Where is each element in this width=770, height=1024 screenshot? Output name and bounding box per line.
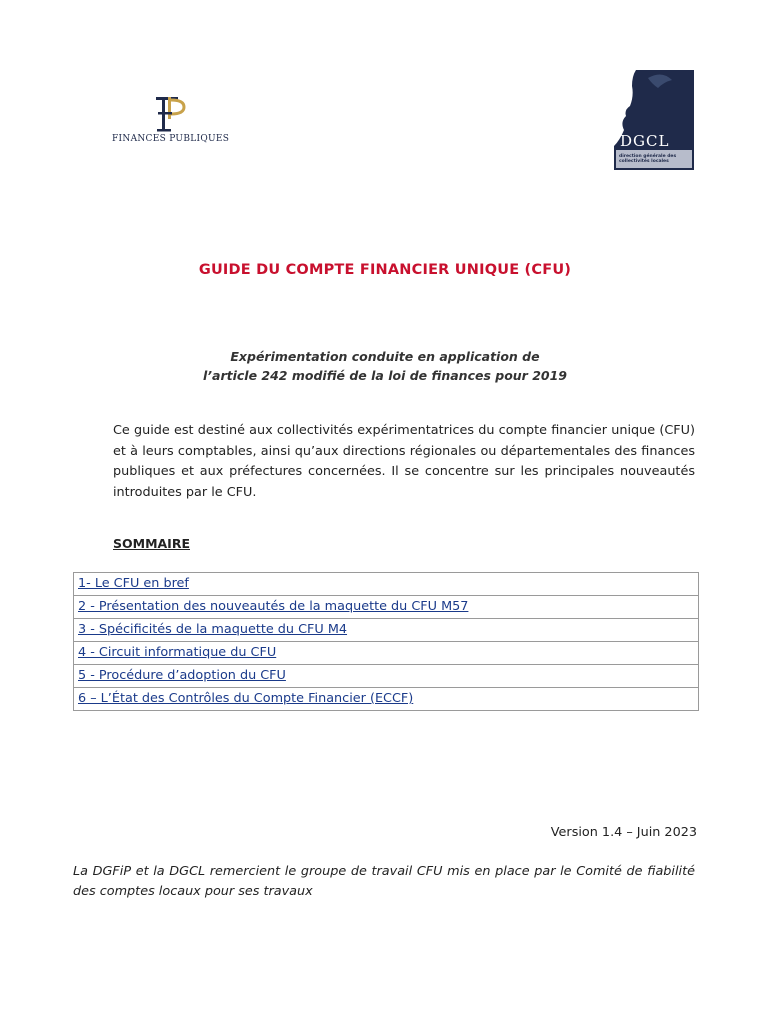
toc-link-3[interactable]: 3 - Spécificités de la maquette du CFU M4 [78,622,348,637]
dgcl-logo [614,70,694,170]
subtitle-line-2: l’article 242 modifié de la loi de finances pour 2019 [202,368,567,383]
toc-link-2[interactable]: 2 - Présentation des nouveautés de la maquette du CFU M57 [78,599,469,614]
toc-link-4[interactable]: 4 - Circuit informatique du CFU [78,645,277,660]
finances-publiques-wordmark: FINANCES PUBLIQUES [112,134,230,144]
toc-row [74,573,698,596]
toc-link-6[interactable]: 6 – L’État des Contrôles du Compte Financier (ECCF) [78,691,414,706]
intro-paragraph: Ce guide est destiné aux collectivités expérimentatrices du compte financier unique (CFU) et à leurs comptables, ainsi qu’aux directions régionales ou départementales des finances publiques et aux préfectures concernées. Il se concentre sur les principales nouveautés introduites par le CFU. [113,423,695,500]
acknowledgement-text: La DGFiP et la DGCL remercient le groupe de travail CFU mis en place par le Comité de fiabilité des comptes locaux pour ses travaux [73,864,695,899]
toc-row [74,642,698,665]
toc-link-1[interactable]: 1- Le CFU en bref [78,576,189,591]
subtitle-line-1: Expérimentation conduite en application de [230,349,540,364]
toc-row [74,596,698,619]
document-title: GUIDE DU COMPTE FINANCIER UNIQUE (CFU) [198,262,572,278]
dgcl-wordmark: DGCL [620,132,670,150]
fp-emblem-icon [148,94,192,134]
toc-row [74,688,698,710]
toc-link-5[interactable]: 5 - Procédure d’adoption du CFU [78,668,286,683]
document-subtitle [0,347,770,385]
toc-row [74,619,698,642]
toc-row [74,665,698,688]
table-of-contents [73,572,699,711]
dgcl-subtitle: direction générale des collectivités locales [619,154,677,164]
version-label: Version 1.4 – Juin 2023 [550,825,697,840]
finances-publiques-logo [108,94,238,150]
sommaire-heading: SOMMAIRE [113,536,190,551]
